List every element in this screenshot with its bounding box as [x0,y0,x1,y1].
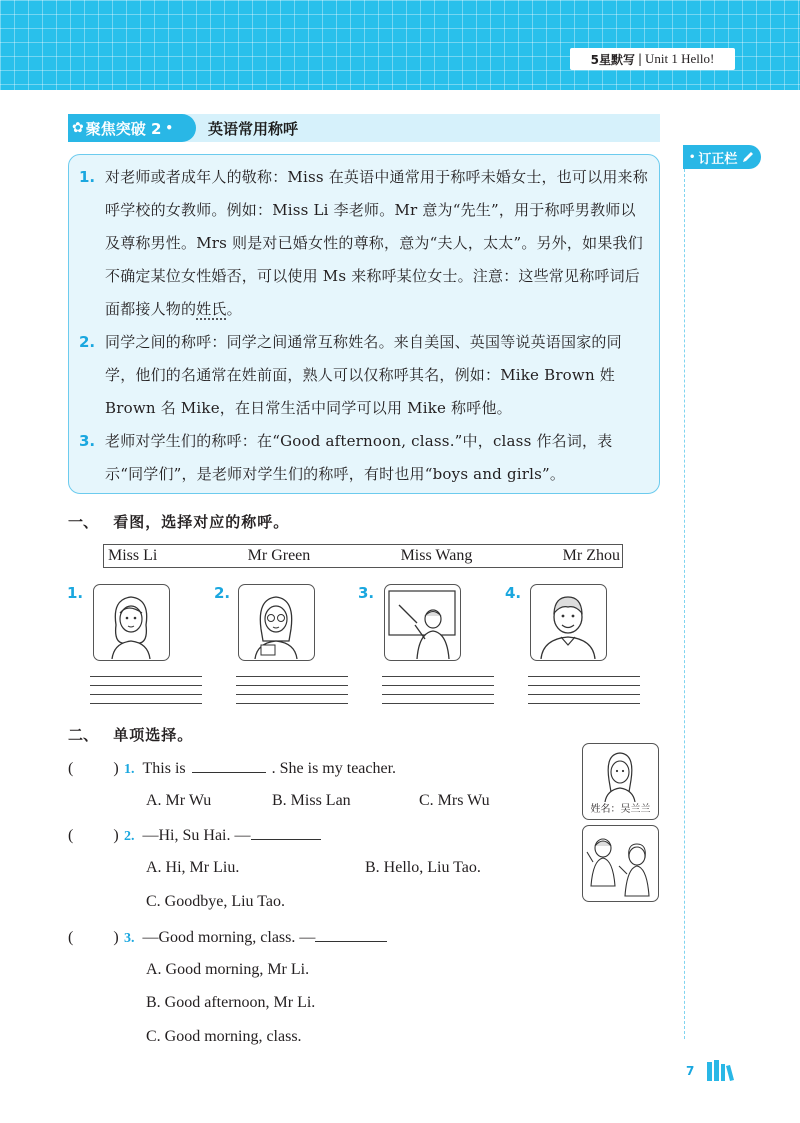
option: A. Good morning, Mr Li. [146,961,310,978]
part1-index: 一、 [68,513,99,531]
woman-glasses-book-icon [238,584,315,661]
answer-blank[interactable] [315,928,387,942]
pencil-icon [741,150,755,164]
separator: | [637,52,643,66]
option: C. Good morning, class. [146,1028,302,1045]
answer-parentheses[interactable] [68,827,124,845]
page-number: 7 [686,1064,695,1078]
part2-index: 二、 [68,726,99,744]
question-2 [68,826,327,845]
answer-blank[interactable] [251,826,321,840]
answer-lines[interactable] [382,668,494,704]
question-number: 2. [124,829,135,844]
question-stem: —Good morning, class. — [142,929,316,946]
question-stem: This is [142,760,186,777]
word-option: Miss Wang [400,547,473,564]
word-box [103,544,623,568]
man-teaching-board-icon [384,584,461,661]
answer-lines[interactable] [236,668,348,704]
paren-right: ) [113,929,119,946]
dot-icon: • [689,151,696,163]
dialogue-picture [582,825,659,902]
info-item [79,425,649,491]
section-tag [68,114,196,142]
info-item-number: 2. [79,333,96,351]
option: C. Goodbye, Liu Tao. [146,893,286,910]
sparkle-icon: ✿ [72,120,84,136]
option: B. Hello, Liu Tao. [365,859,481,876]
question-number: 1. [124,762,135,777]
answer-lines[interactable] [90,668,202,704]
option: B. Good afternoon, Mr Li. [146,994,316,1011]
info-item [79,326,649,425]
option: A. Hi, Mr Liu. [146,859,240,876]
brand-label: 5星默写 [590,52,635,67]
part1-heading [68,511,289,532]
option: B. Miss Lan [272,792,351,809]
info-item-number: 1. [79,168,96,186]
info-box [68,154,660,494]
question-number: 3. [124,931,135,946]
correction-column-line [684,169,685,1039]
picture-number: 2. [214,584,231,602]
part1-instruction: 看图，选择对应的称呼。 [113,513,290,531]
part2-instruction: 单项选择。 [113,726,194,744]
info-item-number: 3. [79,432,96,450]
option: A. Mr Wu [146,792,212,809]
unit-tag [570,48,735,70]
answer-lines[interactable] [528,668,640,704]
section-banner [68,114,660,142]
correction-label: 订正栏 [698,151,738,167]
two-children-greeting-icon [583,826,657,900]
answer-parentheses[interactable] [68,760,124,778]
info-item [79,161,649,326]
unit-label: Unit 1 Hello! [645,51,715,66]
word-option: Miss Li [108,547,158,564]
picture-number: 1. [67,584,84,602]
info-item-text: 老师对学生们的称呼：在“Good afternoon, class.”中，class 作名词，表示“同学们”，是老师对学生们的称呼，有时也用“boys and girls”。 [105,432,613,483]
paren-left: ( [68,929,74,946]
section-title: 英语常用称呼 [208,120,299,138]
question-stem: —Hi, Su Hai. — [142,827,251,844]
picture-number: 4. [505,584,522,602]
info-text-tail: 。 [226,300,242,318]
emphasis-text: 姓氏 [196,300,227,318]
picture-number: 3. [358,584,375,602]
dot-icon: • [165,121,174,135]
name-card-caption: 姓名：吴兰兰 [590,804,651,815]
name-card-picture [582,743,659,820]
paren-right: ) [113,760,119,777]
paren-left: ( [68,760,74,777]
man-smiling-icon [530,584,607,661]
option: C. Mrs Wu [419,792,490,809]
question-3 [68,928,393,947]
question-1 [68,759,396,778]
info-item-text [105,161,649,326]
word-option: Mr Green [247,547,311,564]
paren-left: ( [68,827,74,844]
woman-long-hair-icon [93,584,170,661]
word-option: Mr Zhou [562,547,620,564]
woman-portrait-icon [583,744,657,802]
answer-blank[interactable] [192,759,266,773]
info-item-text: 同学之间的称呼：同学之间通常互称姓名。来自美国、英国等说英语国家的同学，他们的名通常在姓前面，熟人可以仅称呼其名，例如：Mike Brown 姓 Brown 名 Mike，在日常生活中同学可以用 Mike 称呼他。 [105,333,622,417]
part2-heading [68,724,193,745]
correction-bar [683,145,761,169]
info-text-body: 对老师或者成年人的敬称：Miss 在英语中通常用于称呼未婚女士，也可以用来称呼学校的女教师。例如：Miss Li 李老师。Mr 意为“先生”，用于称呼男教师以及尊称男性。Mrs 则是对已婚女性的尊称，意为“夫人，太太”。另外，如果我们不确定某位女性婚否，可以使用 Ms 来称呼某位女士。注意：这些常见称呼词后面都接人物的 [105,168,648,318]
answer-parentheses[interactable] [68,929,124,947]
paren-right: ) [113,827,119,844]
books-icon [705,1058,735,1082]
section-tag-label: 聚焦突破 2 [85,119,162,138]
header-band [0,0,800,90]
question-stem-tail: . She is my teacher. [271,760,397,777]
